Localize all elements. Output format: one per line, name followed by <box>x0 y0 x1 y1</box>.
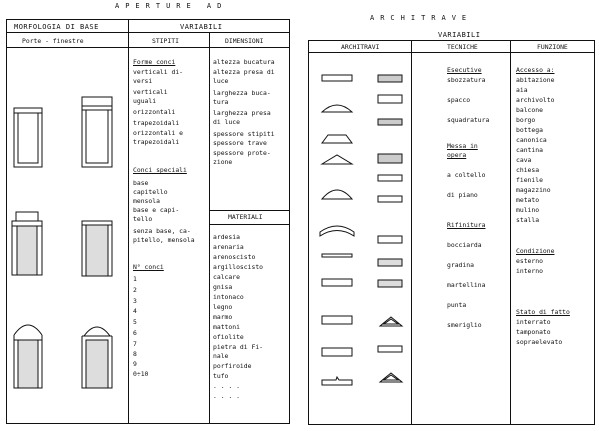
lintel-block-icon <box>322 316 352 324</box>
stipiti-item: 1 <box>133 275 137 283</box>
tecniche-item: Messa in <box>447 142 478 150</box>
stipiti-item: verticali <box>133 88 168 96</box>
dimensioni-item: altezza presa di <box>213 68 275 76</box>
right-page-title: ARCHITRAVE <box>370 14 473 22</box>
materiali-item: porfiroide <box>213 362 252 370</box>
tecniche-item: squadratura <box>447 116 490 124</box>
lintel-arched-band-icon <box>320 226 354 236</box>
tecniche-item: spacco <box>447 96 471 104</box>
stone-flat-icon <box>378 196 402 202</box>
lintel-flat-icon <box>322 75 352 81</box>
funzione-item: Accesso a: <box>516 66 555 74</box>
tecniche-item: opera <box>447 151 467 159</box>
stipiti-item: 3 <box>133 297 137 305</box>
stipiti-item: uguali <box>133 97 157 105</box>
materiali-item: legno <box>213 303 233 311</box>
lintel-trapezoid-icon <box>322 135 352 143</box>
funzione-item: bottega <box>516 126 543 134</box>
funzione-item: borgo <box>516 116 536 124</box>
stone-split-icon <box>378 95 402 103</box>
dimensioni-item: di luce <box>213 118 240 126</box>
funzione-item: metato <box>516 196 540 204</box>
stipiti-item: 6 <box>133 329 137 337</box>
materiali-item: gnisa <box>213 283 233 291</box>
lintel-semicircular-icon <box>322 190 352 199</box>
lintel-block-icon <box>322 348 352 356</box>
materiali-item: ofiolite <box>213 333 244 341</box>
stipiti-item: Forme conci <box>133 58 176 66</box>
materiali-item: argilloscisto <box>213 263 264 271</box>
tecniche-item: di piano <box>447 191 478 199</box>
stone-flat-icon <box>378 175 402 181</box>
stipiti-item: mensola <box>133 197 160 205</box>
lintel-block-icon <box>322 279 352 286</box>
funzione-item: fienile <box>516 176 543 184</box>
dimensioni-item: luce <box>213 77 229 85</box>
materiali-item: nale <box>213 352 229 360</box>
header-variabili-right: VARIABILI <box>438 31 481 39</box>
header-architravi: ARCHITRAVI <box>341 43 380 51</box>
left-page-title: APERTURE AD <box>115 2 228 10</box>
funzione-item: esterno <box>516 257 543 265</box>
dimensioni-item: zione <box>213 158 233 166</box>
lintel-keyed-icon <box>322 377 352 385</box>
stipiti-item: verticali di- <box>133 68 184 76</box>
funzione-item: interrato <box>516 318 551 326</box>
header-funzione: FUNZIONE <box>537 43 568 51</box>
stipiti-item: trapezoidali <box>133 138 180 146</box>
materiali-header: MATERIALI <box>228 213 263 221</box>
stipiti-item: versi <box>133 77 153 85</box>
stipiti-item: tello <box>133 215 153 223</box>
funzione-item: stalla <box>516 216 540 224</box>
tecniche-item: Esecutive <box>447 66 482 74</box>
pediment-icon <box>380 317 402 326</box>
lintel-segmental-icon <box>322 105 352 112</box>
funzione-item: aia <box>516 86 528 94</box>
funzione-item: cantina <box>516 146 543 154</box>
stone-hammer-icon <box>378 280 402 287</box>
stipiti-item: 5 <box>133 318 137 326</box>
stipiti-item: orizzontali <box>133 108 176 116</box>
funzione-item: chiesa <box>516 166 540 174</box>
dimensioni-item: larghezza buca- <box>213 89 271 97</box>
stipiti-item: capitello <box>133 188 168 196</box>
subheader-stipiti: STIPITI <box>152 37 179 45</box>
dimensioni-item: spessore trave <box>213 139 267 147</box>
funzione-item: abitazione <box>516 76 555 84</box>
funzione-item: balcone <box>516 106 543 114</box>
lintel-triangular-icon <box>322 155 352 164</box>
funzione-item: mulino <box>516 206 540 214</box>
tecniche-item: sbozzatura <box>447 76 486 84</box>
header-tecniche: TECNICHE <box>447 43 478 51</box>
stipiti-item: 9 <box>133 360 137 368</box>
funzione-item: Stato di fatto <box>516 308 570 316</box>
stipiti-item: 0÷10 <box>133 370 149 378</box>
stone-point-icon <box>378 346 402 352</box>
materiali-item: . . . . <box>213 392 240 400</box>
stipiti-item: 7 <box>133 340 137 348</box>
materiali-item: tufo <box>213 372 229 380</box>
tecniche-item: a coltello <box>447 171 486 179</box>
stone-claw-icon <box>378 259 402 266</box>
stipiti-item: trapezoidali <box>133 119 180 127</box>
tecniche-item: bocciarda <box>447 241 482 249</box>
header-morfologia: MORFOLOGIA DI BASE <box>14 23 99 31</box>
materiali-item: . . . . <box>213 382 240 390</box>
materiali-item: intonaco <box>213 293 244 301</box>
materiali-item: arenoscisto <box>213 253 256 261</box>
tecniche-item: gradina <box>447 261 474 269</box>
stone-squared-icon <box>378 119 402 125</box>
funzione-item: magazzino <box>516 186 551 194</box>
materiali-item: marmo <box>213 313 233 321</box>
tecniche-item: Rifinitura <box>447 221 486 229</box>
subheader-dimensioni: DIMENSIONI <box>225 37 264 45</box>
tecniche-item: punta <box>447 301 467 309</box>
stipiti-item: base e capi- <box>133 206 180 214</box>
materiali-item: mattoni <box>213 323 240 331</box>
stone-edge-icon <box>378 154 402 163</box>
subheader-porte-finestre: Porte - finestre <box>22 37 84 45</box>
lintel-thin-icon <box>322 254 352 257</box>
stipiti-item: 8 <box>133 350 137 358</box>
tecniche-item: smeriglio <box>447 321 482 329</box>
tecniche-item: martellina <box>447 281 486 289</box>
dimensioni-item: larghezza presa <box>213 109 271 117</box>
stipiti-item: senza base, ca- <box>133 227 191 235</box>
funzione-item: cava <box>516 156 532 164</box>
stipiti-item: orizzontali e <box>133 129 184 137</box>
materiali-item: calcare <box>213 273 240 281</box>
stipiti-item: N° conci <box>133 263 164 271</box>
header-variabili-left: VARIABILI <box>180 23 223 31</box>
funzione-item: Condizione <box>516 247 555 255</box>
materiali-item: ardesia <box>213 233 240 241</box>
stipiti-item: 2 <box>133 286 137 294</box>
stipiti-item: base <box>133 179 149 187</box>
funzione-item: canonica <box>516 136 547 144</box>
funzione-item: sopraelevato <box>516 338 563 346</box>
funzione-item: tamponato <box>516 328 551 336</box>
funzione-item: interno <box>516 267 543 275</box>
dimensioni-item: spessore stipiti <box>213 130 275 138</box>
dimensioni-item: tura <box>213 98 229 106</box>
dimensioni-item: altezza bucatura <box>213 58 275 66</box>
funzione-item: archivolto <box>516 96 555 104</box>
materiali-item: arenaria <box>213 243 244 251</box>
stone-rough-icon <box>378 75 402 82</box>
stone-bush-hammer-icon <box>378 236 402 243</box>
pediment-icon <box>380 373 402 382</box>
stipiti-item: 4 <box>133 307 137 315</box>
materiali-item: pietra di Fi- <box>213 343 264 351</box>
stipiti-item: pitello, mensola <box>133 236 195 244</box>
stipiti-item: Conci speciali <box>133 166 187 174</box>
dimensioni-item: spessore prote- <box>213 149 271 157</box>
